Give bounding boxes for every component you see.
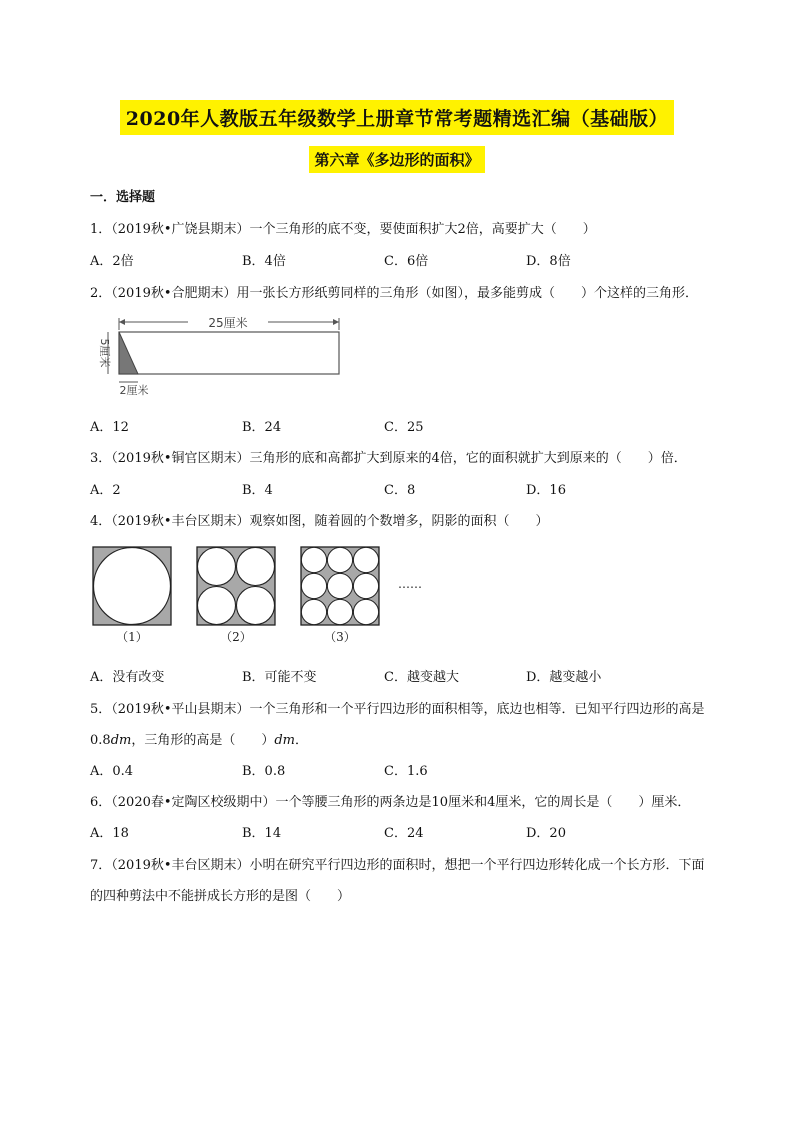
page-title: 2020年人教版五年级数学上册章节常考题精选汇编（基础版） <box>120 100 674 135</box>
q6-option-b: B．14 <box>242 826 282 841</box>
q2-option-b: B．24 <box>242 420 282 435</box>
title-wrap <box>0 100 794 135</box>
question-5-line-1: 5．（2019秋•平山县期末）一个三角形和一个平行四边形的面积相等，底边也相等．已知平行四边形的高是 <box>90 702 705 717</box>
paper-rectangle <box>119 332 339 374</box>
q1-option-d: D．8倍 <box>526 254 571 269</box>
q5-option-a: A．0.4 <box>90 764 134 779</box>
section-heading: 一．选择题 <box>90 190 156 205</box>
figure-1 <box>93 547 171 625</box>
q2-option-a: A．12 <box>90 420 129 435</box>
height-label: 5厘米 <box>98 338 111 368</box>
circle <box>94 548 171 625</box>
q6-option-c: C．24 <box>384 826 424 841</box>
q4-option-b: B．可能不变 <box>242 670 317 685</box>
length-label: 25厘米 <box>208 316 248 330</box>
q1-option-b: B．4倍 <box>242 254 286 269</box>
q3-option-a: A．2 <box>90 483 121 498</box>
q5-option-c: C．1.6 <box>384 764 428 779</box>
question-4: 4．（2019秋•丰台区期末）观察如图，随着圆的个数增多，阴影的面积（ ） <box>90 514 549 529</box>
q4-option-c: C．越变越大 <box>384 670 459 685</box>
ellipsis: …… <box>398 577 422 591</box>
figure-3 <box>301 547 379 625</box>
figure-2-label: （2） <box>220 630 252 644</box>
figure-3-label: （3） <box>324 630 356 644</box>
circles-in-squares-figure <box>90 544 450 644</box>
question-1: 1．（2019秋•广饶县期末）一个三角形的底不变，要使面积扩大2倍，高要扩大（ ） <box>90 222 596 237</box>
question-5-line-2: 0.8dm，三角形的高是（ ）dm． <box>90 733 309 748</box>
q3-option-d: D．16 <box>526 483 566 498</box>
question-3: 3．（2019秋•铜官区期末）三角形的底和高都扩大到原来的4倍，它的面积就扩大到原来的（ ）倍． <box>90 451 687 466</box>
base-label: 2厘米 <box>119 384 149 397</box>
figure-2 <box>197 547 275 625</box>
question-7-line-2: 的四种剪法中不能拼成长方形的是图（ ） <box>90 889 351 904</box>
q3-option-b: B．4 <box>242 483 273 498</box>
question-6: 6．（2020春•定陶区校级期中）一个等腰三角形的两条边是10厘米和4厘米，它的周长是（ ）厘米． <box>90 795 691 810</box>
q2-option-c: C．25 <box>384 420 424 435</box>
figure-1-label: （1） <box>116 630 148 644</box>
chapter-title: 第六章《多边形的面积》 <box>309 146 484 173</box>
q4-option-a: A．没有改变 <box>90 670 165 685</box>
question-2: 2．（2019秋•合肥期末）用一张长方形纸剪同样的三角形（如图），最多能剪成（ ）个这样的三角形． <box>90 286 699 301</box>
question-7-line-1: 7．（2019秋•丰台区期末）小明在研究平行四边形的面积时，想把一个平行四边形转化成一个长方形．下面 <box>90 858 705 873</box>
subtitle-wrap <box>0 146 794 173</box>
q1-option-a: A．2倍 <box>90 254 134 269</box>
rectangle-paper-figure <box>88 312 348 398</box>
q6-option-d: D．20 <box>526 826 566 841</box>
q4-option-d: D．越变越小 <box>526 670 602 685</box>
q3-option-c: C．8 <box>384 483 416 498</box>
q1-option-c: C．6倍 <box>384 254 429 269</box>
q6-option-a: A．18 <box>90 826 129 841</box>
q5-option-b: B．0.8 <box>242 764 286 779</box>
